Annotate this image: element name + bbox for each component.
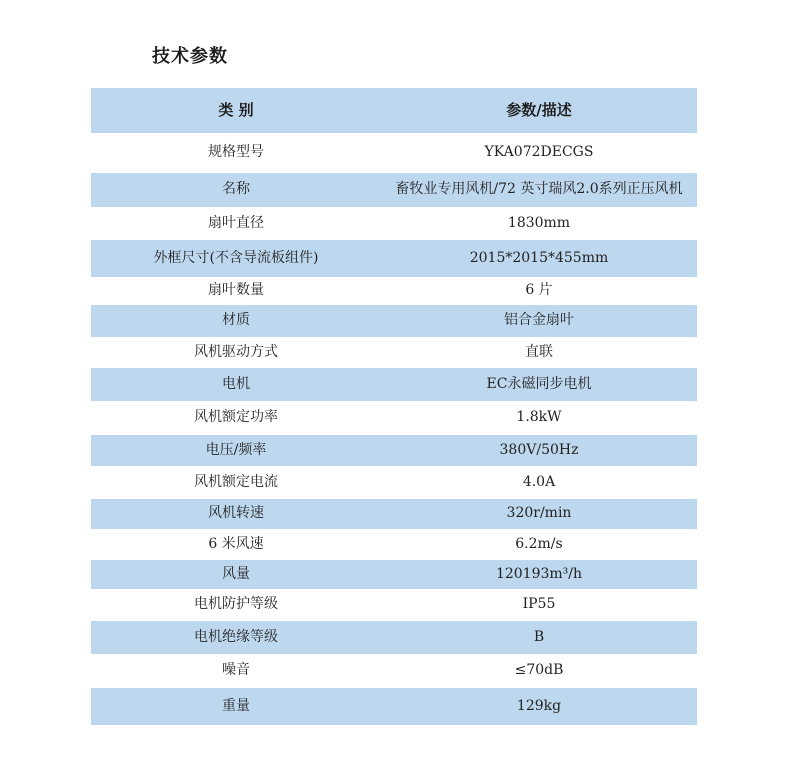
row-value: EC永磁同步电机 [486,375,592,392]
row-value: 1830mm [507,214,571,231]
row-value: 铝合金扇叶 [504,312,574,329]
row-value: 4.0A [522,473,556,490]
table-row [91,305,697,337]
table-row [91,240,697,277]
table-row [91,654,697,688]
table-row [91,207,697,240]
row-label: 6 米风速 [208,535,264,552]
row-label: 外框尺寸(不含导流板组件) [153,249,319,266]
table-row [91,277,697,305]
table-row [91,560,697,589]
row-value: IP55 [522,596,556,613]
table-row [91,337,697,368]
row-value: 380V/50Hz [499,441,579,458]
row-label: 噪音 [222,662,250,679]
row-label: 材质 [222,312,250,329]
row-label: 电压/频率 [205,441,267,458]
header-category: 类 别 [218,101,254,120]
row-value: B [533,628,545,645]
table-row [91,499,697,529]
table-row [91,368,697,401]
row-label: 电机绝缘等级 [194,628,278,645]
table-row [91,688,697,725]
row-value: 320r/min [506,505,572,522]
table-header-row [91,88,697,133]
table-row [91,621,697,654]
row-label: 风机额定电流 [194,473,278,490]
table-row [91,589,697,621]
header-parameter: 参数/描述 [506,101,572,120]
row-label: 电机防护等级 [194,596,278,613]
table-row [91,435,697,466]
row-value: 2015*2015*455mm [469,249,609,266]
row-label: 重量 [222,697,250,714]
row-label: 风机转速 [208,505,264,522]
table-row [91,401,697,435]
row-label: 扇叶直径 [208,214,264,231]
row-value: ≤70dB [514,662,564,679]
page-title: 技术参数 [152,46,228,67]
row-value: 6.2m/s [515,535,563,552]
table-row [91,173,697,207]
row-label: 风机额定功率 [194,409,278,426]
row-label: 风机驱动方式 [194,343,278,360]
row-label: 扇叶数量 [208,282,264,299]
row-label: 风量 [222,565,250,582]
row-label: 规格型号 [208,144,264,161]
row-value: 1.8kW [516,409,562,426]
table-row [91,133,697,173]
row-value: 畜牧业专用风机/72 英寸瑞风2.0系列正压风机 [395,181,683,198]
table-row [91,466,697,499]
row-value: 120193m³/h [495,565,583,582]
table-row [91,529,697,560]
row-label: 名称 [222,181,250,198]
row-value: 6 片 [525,282,553,299]
row-label: 电机 [222,375,250,392]
row-value: YKA072DECGS [484,144,594,161]
row-value: 129kg [516,697,562,714]
spec-table [91,88,697,725]
row-value: 直联 [525,343,553,360]
